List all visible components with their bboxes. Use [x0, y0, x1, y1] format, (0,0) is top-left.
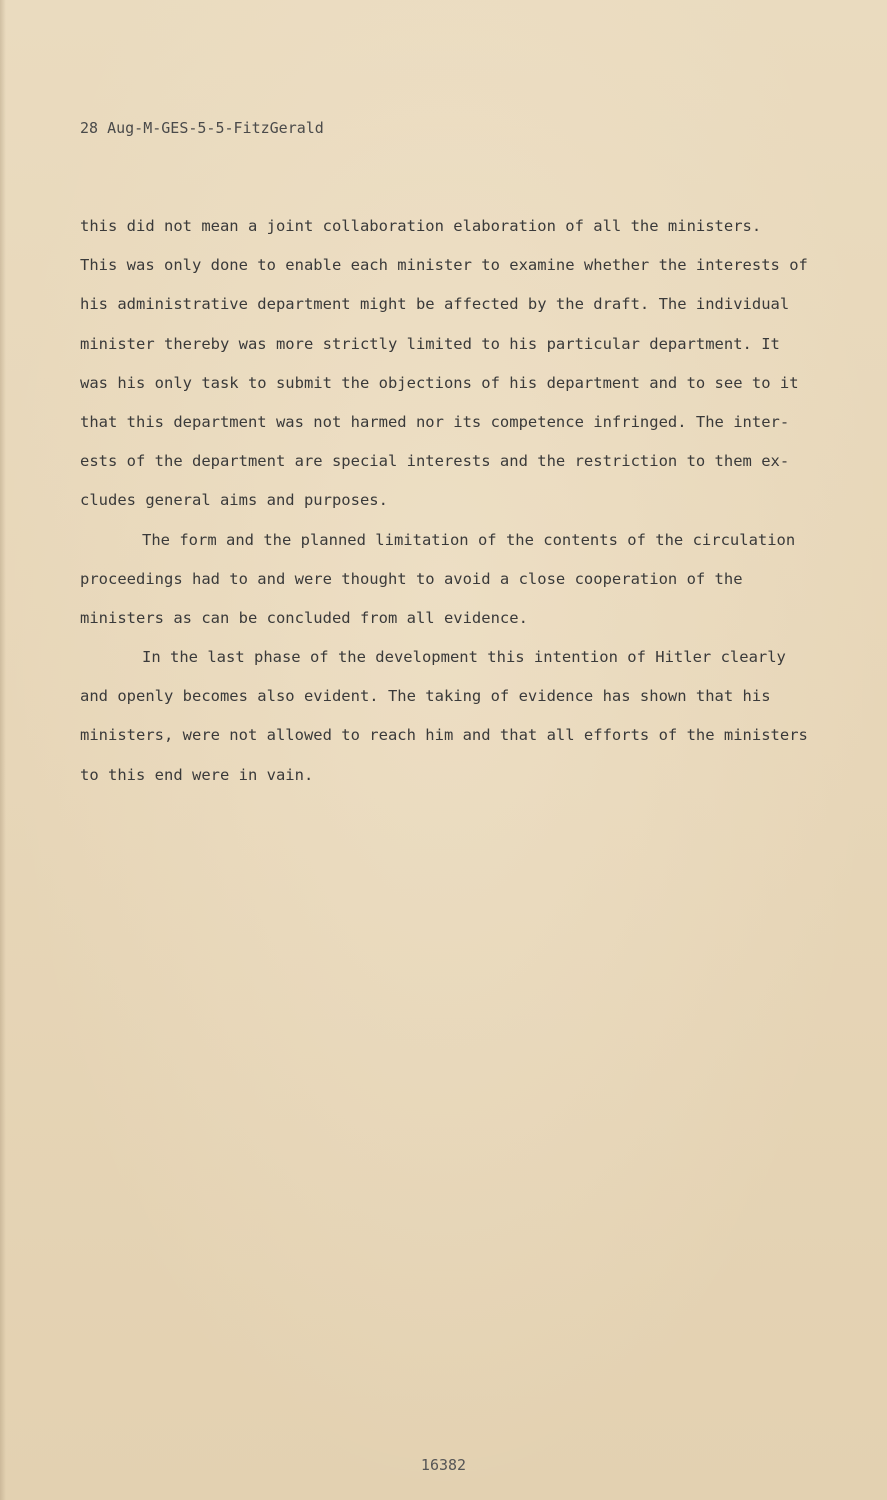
- page-number: 16382: [420, 1456, 467, 1474]
- text-line: cludes general aims and purposes.: [80, 491, 388, 510]
- text-line: This was only done to enable each minister to examine whether the interests of: [80, 256, 808, 275]
- document-header: 28 Aug-M-GES-5-5-FitzGerald: [80, 119, 324, 137]
- text-line: ests of the department are special interests and the restriction to them ex-: [80, 452, 790, 471]
- text-line: proceedings had to and were thought to avoid a close cooperation of the: [80, 569, 743, 588]
- paragraph-start-line: In the last phase of the development this intention of Hitler clearly: [142, 648, 786, 667]
- paragraph-start-line: The form and the planned limitation of the contents of the circulation: [142, 530, 796, 549]
- text-line: ministers, were not allowed to reach him and that all efforts of the ministers: [80, 726, 808, 745]
- text-line: his administrative department might be affected by the draft. The individual: [80, 295, 790, 314]
- text-line: was his only task to submit the objections of his department and to see to it: [80, 373, 799, 392]
- text-line: that this department was not harmed nor its competence infringed. The inter-: [80, 412, 790, 431]
- text-line: to this end were in vain.: [80, 765, 314, 784]
- text-line: this did not mean a joint collaboration elaboration of all the ministers.: [80, 217, 762, 235]
- document-body: [80, 212, 840, 800]
- text-line: minister thereby was more strictly limited to his particular department. It: [80, 334, 780, 353]
- text-line: and openly becomes also evident. The taking of evidence has shown that his: [80, 687, 771, 706]
- text-line: ministers as can be concluded from all evidence.: [80, 608, 528, 627]
- page-edge-shadow: [0, 0, 6, 1500]
